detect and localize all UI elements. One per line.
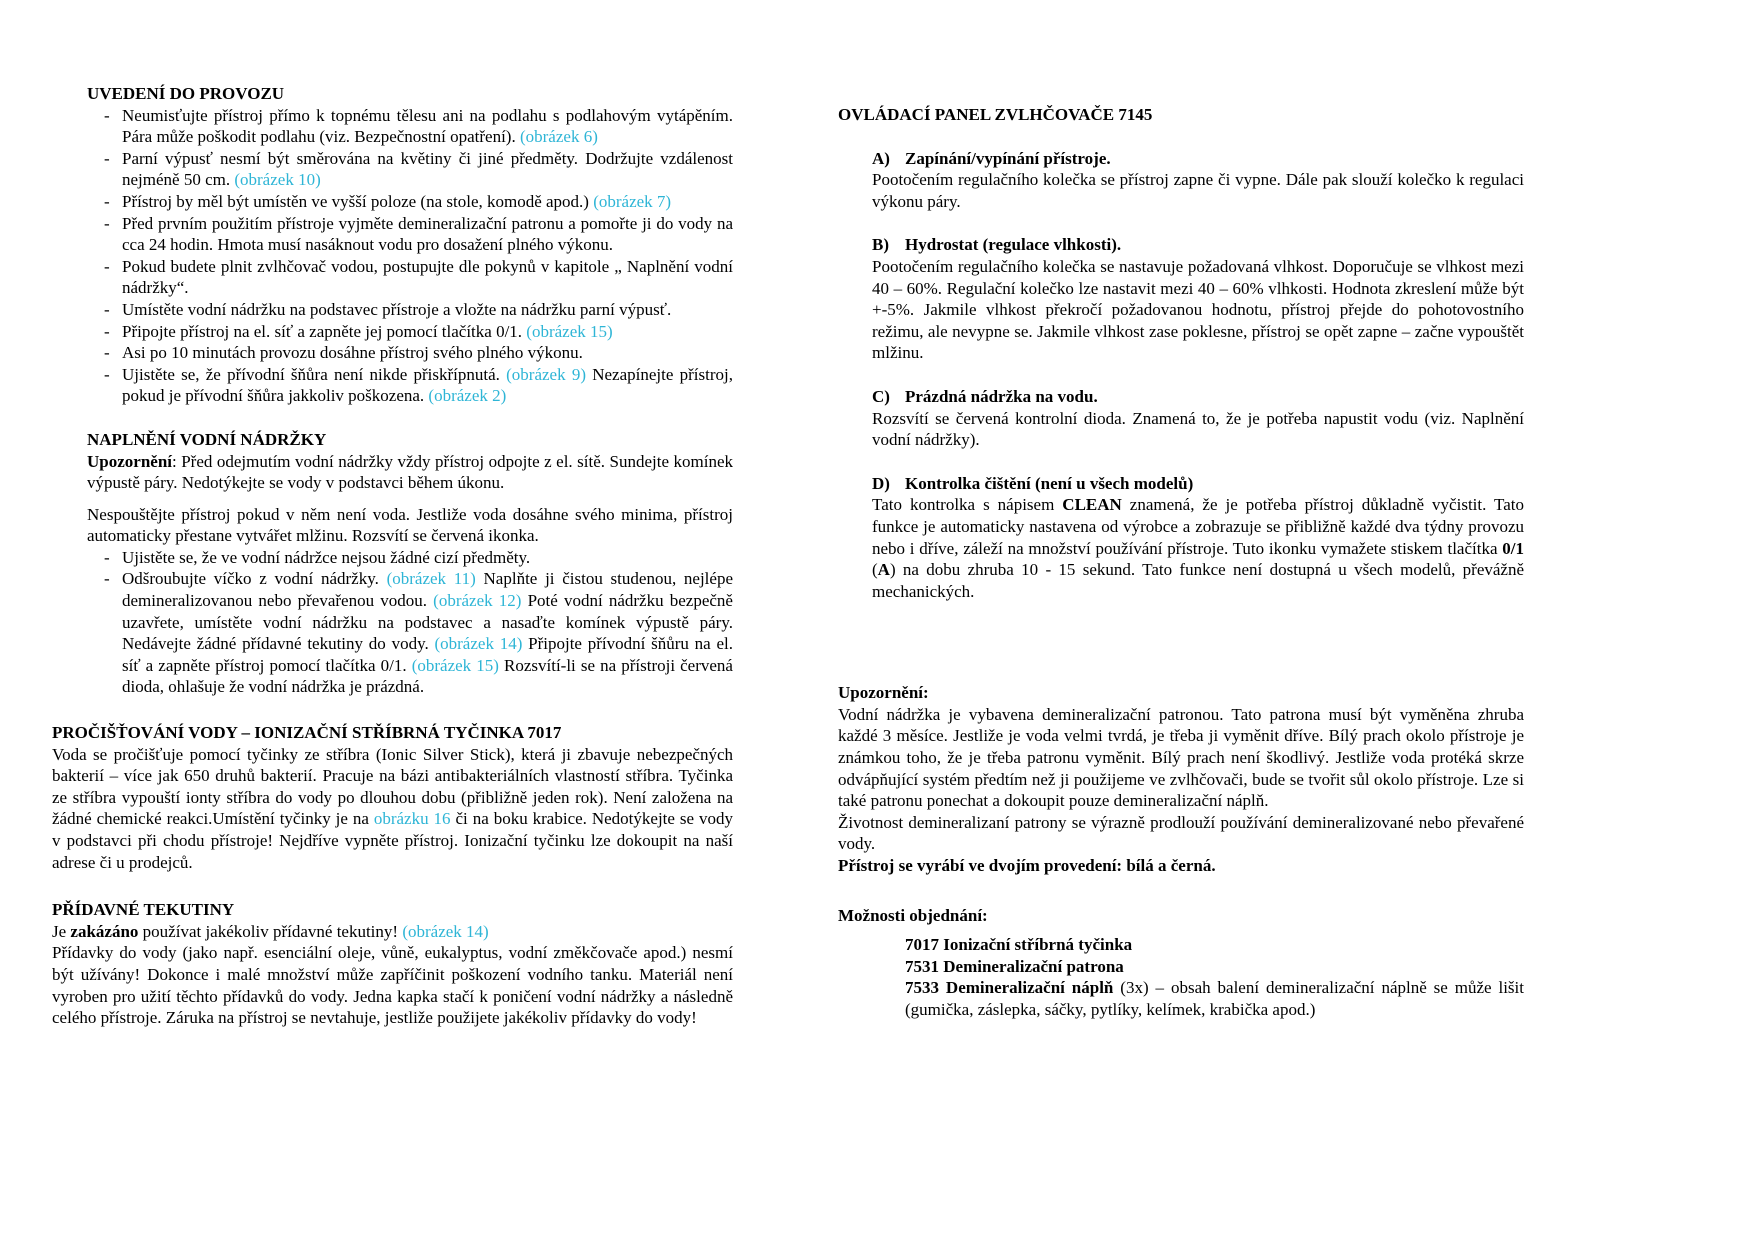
paragraph [838, 704, 1524, 812]
control-name: Hydrostat (regulace vlhkosti). [905, 235, 1122, 255]
control-section-hydrostat [872, 234, 1524, 364]
text-segment: Neumisťujte přístroj přímo k topnému tělesu ani na podlahu s podlahovým vytápěním. Pára může poškodit podlahu (viz. Bezpečnostní opatření). [122, 105, 733, 147]
left-column [52, 83, 733, 1029]
text-segment: Ujistěte se, že ve vodní nádržce nejsou žádné cizí předměty. [122, 547, 531, 567]
text-segment: Přístroj se vyrábí ve dvojím provedení: bílá a černá. [838, 856, 1216, 876]
list-item [87, 256, 733, 299]
text-segment: Před prvním použitím přístroje vyjměte demineralizační patronu a pomořte ji do vody na cca 24 hodin. Hmota musí nasáknout vodu pro dosažení plného výkonu. [122, 213, 733, 255]
figure-reference-link[interactable]: (obrázek 14) [434, 634, 523, 654]
list-item [87, 148, 733, 191]
text-segment: Nespouštějte přístroj pokud v něm není voda. Jestliže voda dosáhne svého minima, přístroj automaticky přestane vytvářet mlžinu. Rozsvítí se červená ikonka. [87, 504, 733, 546]
text-segment: A [877, 560, 890, 580]
list-item [87, 568, 733, 698]
text-segment: 7017 Ionizační stříbrná tyčinka [905, 935, 1133, 955]
control-title [872, 473, 1524, 495]
text-segment: Voda se pročišťuje pomocí tyčinky ze stříbra (Ionic Silver Stick), která ji zbavuje nebezpečných bakterií – více jak 650 druhů bakterií. Pracuje na bázi antibakteriálních vlastností stříbra. Tyčinka ze stříbra vypouští ionty stříbra do vody po dlouhou dobu (přibližně jeden rok). Není založena na žádné chemické reakci.Umístění tyčinky je na [52, 744, 733, 829]
control-name: Prázdná nádržka na vodu. [905, 386, 1098, 406]
text-segment: Asi po 10 minutách provozu dosáhne přístroj svého plného výkonu. [122, 343, 583, 363]
text-segment: Připojte přístroj na el. síť a zapněte jej pomocí tlačítka 0/1. [122, 321, 527, 341]
section-heading: UVEDENÍ DO PROVOZU [87, 84, 285, 103]
paragraph [52, 744, 733, 874]
control-body [872, 408, 1524, 451]
figure-reference-link[interactable]: (obrázek 15) [411, 655, 499, 675]
text-segment: : Před odejmutím vodní nádržky vždy přístroj odpojte z el. sítě. Sundejte komínek výpustě páry. Nedotýkejte se vody v podstavci během úkonu. [87, 451, 733, 493]
text-segment: Pokud budete plnit zvlhčovač vodou, postupujte dle pokynů v kapitole „ Naplnění vodní nádržky“. [122, 256, 733, 298]
list-item [87, 364, 733, 407]
section-heading: Možnosti objednání: [838, 905, 988, 925]
text-segment: 7531 Demineralizační patrona [905, 956, 1124, 976]
control-section-power [872, 148, 1524, 213]
paragraph [52, 942, 733, 1028]
control-section-clean-indicator [872, 473, 1524, 603]
list-item [87, 105, 733, 148]
control-label: B) [872, 235, 889, 255]
text-segment: 7533 Demineralizační náplň [905, 978, 1114, 998]
text-segment: Odšroubujte víčko z vodní nádržky. [122, 569, 387, 589]
control-body [872, 256, 1524, 364]
list-item [87, 191, 733, 213]
figure-reference-link[interactable]: obrázku 16 [373, 809, 451, 829]
control-body [872, 169, 1524, 212]
section-heading: Upozornění: [838, 683, 929, 703]
text-segment: Pootočením regulačního kolečka se přístroj zapne či vypne. Dále pak slouží kolečko k regulaci výkonu páry. [872, 170, 1524, 211]
list-item [87, 547, 733, 569]
list-item [87, 299, 733, 321]
section-heading: NAPLNĚNÍ VODNÍ NÁDRŽKY [87, 429, 327, 449]
section-procistovani-vody [52, 722, 733, 873]
control-title [872, 148, 1524, 170]
figure-reference-link[interactable]: (obrázek 2) [428, 386, 507, 406]
text-segment: Vodní nádržka je vybavena demineralizační patronou. Tato patrona musí být vyměněna zhruba každé 3 měsíce. Jestliže je voda velmi tvrdá, je třeba ji vyměnit dříve. Bílý prach okolo přístroje je známkou toho, že je třeba patronu vyměnit. Bílý prach není škodlivý. Jestliže voda protéká skrze odvápňující systém předtím než ji použijeme ve zvlhčovači, bude se tvořit sůl okolo přístroje. Lze si také patronu ponechat a dokoupit pouze demineralizační náplň. [838, 704, 1524, 811]
list-item [87, 213, 733, 256]
control-title [872, 234, 1524, 256]
text-segment: Umístěte vodní nádržku na podstavec přístroje a vložte na nádržku parní výpusť. [122, 299, 672, 319]
list-item [87, 321, 733, 343]
order-item [905, 956, 1524, 978]
text-segment: Nezapínejte přístroj, pokud je přívodní šňůra jakkoliv poškozena. [122, 364, 734, 406]
figure-reference-link[interactable]: (obrázek 7) [593, 191, 672, 211]
figure-reference-link[interactable]: (obrázek 6) [519, 127, 598, 147]
text-segment: Připojte přívodní šňůru na el. síť a zapněte přístroj pomocí tlačítka 0/1. [122, 634, 733, 675]
figure-reference-link[interactable]: (obrázek 9) [506, 364, 586, 384]
section-heading: PŘÍDAVNÉ TEKUTINY [52, 900, 235, 920]
control-title [872, 386, 1524, 408]
text-segment: používat jakékoliv přídavné tekutiny! [138, 921, 403, 941]
figure-reference-link[interactable]: (obrázek 14) [402, 921, 489, 941]
order-item [905, 934, 1524, 956]
section-uvedeni-do-provozu [87, 83, 733, 407]
text-segment: Pootočením regulačního kolečka se nastavuje požadovaná vlhkost. Doporučuje se vlhkost mezi 40 – 60%. Regulační kolečko lze nastavit mezi 40 – 60% vlhkosti. Hodnota zkreslení může být +-5%. Jakmile vlhkost překročí požadovanou hodnotu, přístroj přejde do pohotovostního režimu, ale nevypne se. Jakmile vlhkost zase poklesne, přístroj se opět zapne – začne vypouštět mlžinu. [872, 256, 1524, 363]
text-segment: Tato kontrolka s nápisem [872, 495, 1063, 515]
text-segment: či na boku krabice. Nedotýkejte se vody v podstavci při chodu přístroje! Nejdříve vypněte přístroj. Ionizační tyčinku lze dokoupit na naší adrese či u prodejců. [52, 809, 733, 872]
order-item [905, 977, 1524, 1020]
paragraph [838, 812, 1524, 855]
ordering-section [838, 905, 1524, 1021]
control-panel-heading: OVLÁDACÍ PANEL ZVLHČOVAČE 7145 [838, 105, 1153, 124]
text-segment: Přídavky do vody (jako např. esenciální oleje, vůně, eukalyptus, vodní změkčovače apod.) nesmí být užívány! Dokonce i malé množství může zapříčinit poškození vodního tanku. Materiál není vyroben pro užití těchto přídavků do vody. Jedna kapka stačí k poničení vodní nádržky a následně celého přístroje. Záruka na přístroj se nevtahuje, jestliže použijete jakékoliv přídavky do vody! [52, 943, 733, 1028]
figure-reference-link[interactable]: (obrázek 10) [234, 170, 321, 190]
paragraph [838, 855, 1524, 877]
text-segment: Parní výpusť nesmí být směrována na květiny či jiné předměty. Dodržujte vzdálenost nejméně 50 cm. [122, 148, 733, 190]
section-naplneni-vodni-nadrzky [87, 429, 733, 698]
figure-reference-link[interactable]: (obrázek 11) [386, 569, 476, 589]
section-heading: PROČIŠŤOVÁNÍ VODY – IONIZAČNÍ STŘÍBRNÁ TYČINKA 7017 [52, 723, 562, 743]
text-segment: Životnost demineralizaní patrony se výrazně prodlouží používání demineralizované nebo převařené vody. [838, 812, 1524, 854]
text-segment: Je [52, 921, 71, 941]
control-label: C) [872, 386, 890, 406]
text-segment: ) na dobu zhruba 10 - 15 sekund. Tato funkce není dostupná u všech modelů, převážně mechanických. [872, 560, 1524, 601]
notice-section [838, 682, 1524, 876]
figure-reference-link[interactable]: (obrázek 12) [433, 591, 522, 611]
text-segment: Poté vodní nádržku bezpečně uzavřete, umístěte vodní nádržku na podstavec a nasaďte komínek výpustě páry. Nedávejte žádné přídavné tekutiny do vody. [122, 591, 733, 654]
text-segment: CLEAN [1062, 495, 1122, 515]
text-segment: (3x) – obsah balení demineralizační náplně se může lišit (gumička, záslepka, sáčky, pytlíky, kelímek, krabička apod.) [905, 978, 1524, 1019]
text-segment: Upozornění [87, 451, 172, 471]
text-segment: zakázáno [70, 921, 139, 941]
control-label: A) [872, 148, 890, 168]
control-name: Kontrolka čištění (není u všech modelů) [905, 473, 1194, 493]
control-section-empty-tank [872, 386, 1524, 451]
list-item [87, 342, 733, 364]
text-segment: 0/1 [1502, 538, 1524, 558]
right-column [838, 104, 1524, 1021]
text-segment: Rozsvítí se červená kontrolní dioda. Znamená to, že je potřeba napustit vodu (viz. Naplnění vodní nádržky). [872, 408, 1524, 450]
control-body [872, 494, 1524, 602]
paragraph [52, 921, 733, 943]
text-segment: Přístroj by měl být umístěn ve vyšší poloze (na stole, komodě apod.) [122, 191, 594, 211]
text-segment: Naplňte ji čistou studenou, nejlépe demineralizovanou nebo převařenou vodou. [122, 569, 733, 611]
text-segment: Ujistěte se, že přívodní šňůra není nikde přiskřípnutá. [122, 364, 507, 384]
ordering-items [905, 934, 1524, 1020]
paragraph [87, 451, 733, 494]
text-segment: Rozsvítí-li se na přístroji červená dioda, ohlašuje že vodní nádržka je prázdná. [122, 655, 733, 697]
section-pridavne-tekutiny [52, 899, 733, 1029]
paragraph [87, 504, 733, 547]
control-label: D) [872, 473, 890, 493]
text-segment: znamená, že je potřeba přístroj důkladně vyčistit. Tato funkce je automaticky nastavena od výrobce a zobrazuje se přibližně každé dva týdny provozu nebo i dříve, záleží na množství používání přístroje. Tuto ikonku vymažete stiskem tlačítka [872, 495, 1524, 558]
text-segment: ( [872, 560, 878, 580]
figure-reference-link[interactable]: (obrázek 15) [526, 321, 613, 341]
control-name: Zapínání/vypínání přístroje. [905, 148, 1111, 168]
